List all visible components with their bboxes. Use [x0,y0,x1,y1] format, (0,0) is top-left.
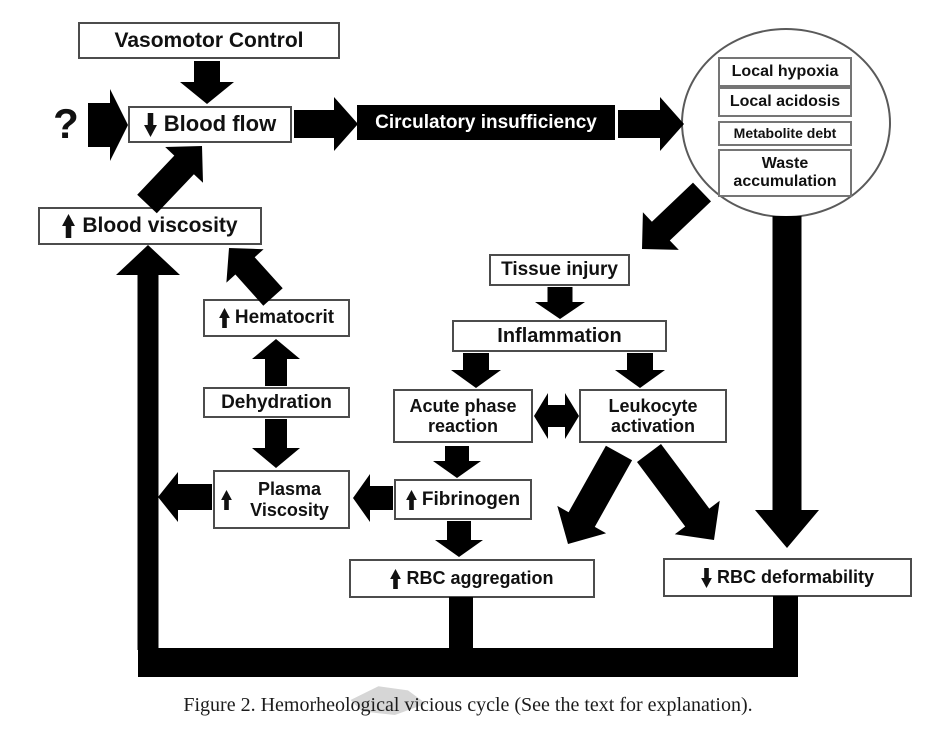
node-local-acidosis-label: Local acidosis [729,93,841,111]
question-mark: ? [53,100,79,147]
node-leukocyte-activation [579,389,727,443]
node-rbc-deformability-label: RBC deformability [716,567,875,588]
increase-arrow-icon [406,490,417,510]
node-blood-flow-label: Blood flow [163,111,277,137]
arrow-vasomotor-to-blood-flow [180,61,234,104]
node-metabolite-debt [718,121,852,146]
arrow-fibrinogen-to-plasma-viscosity [353,474,393,522]
node-dehydration [203,387,350,418]
increase-arrow-icon [219,308,230,328]
increase-arrow-icon [390,569,401,589]
bar-rbc-aggregation-drop [449,597,473,649]
node-tissue-injury [489,254,630,286]
node-waste-accumulation [718,149,852,197]
arrow-acute-phase-to-fibrinogen [433,446,481,478]
node-rbc-aggregation [349,559,595,598]
arrow-consequences-to-rbc-deformability [755,216,819,548]
arrow-tissue-injury-to-inflammation [535,287,585,319]
node-acute-phase-reaction [393,389,533,443]
node-blood-flow [128,106,292,143]
node-metabolite-debt-label: Metabolite debt [733,124,837,141]
node-blood-viscosity-label: Blood viscosity [82,214,238,238]
arrow-blood-flow-to-circulatory [294,97,358,151]
node-inflammation-label: Inflammation [497,324,622,347]
node-local-acidosis [718,87,852,117]
arrow-leukocyte-to-rbc-aggregation [557,446,632,544]
node-fibrinogen-label: Fibrinogen [421,488,521,510]
decrease-arrow-icon [144,113,157,137]
arrow-leukocyte-to-rbc-deformability [637,444,720,540]
node-plasma-viscosity-label: Plasma Viscosity [250,479,329,520]
node-circulatory-insufficiency-label: Circulatory insufficiency [375,111,597,133]
node-plasma-viscosity [213,470,350,529]
node-leukocyte-activation-label: Leukocyte activation [608,395,698,436]
node-local-hypoxia-label: Local hypoxia [731,63,839,81]
node-blood-viscosity [38,207,262,245]
arrow-consequences-to-tissue-injury [642,183,711,250]
node-inflammation [452,320,667,352]
node-vasomotor-control [78,22,340,59]
arrow-dehydration-to-plasma-viscosity [252,419,300,468]
node-circulatory-insufficiency [357,105,615,140]
node-waste-accumulation-label: Waste accumulation [733,155,837,190]
node-rbc-deformability [663,558,912,597]
arrow-plasma-viscosity-to-feedback-line [158,472,212,522]
arrow-fibrinogen-to-rbc-aggregation [435,521,483,557]
node-rbc-aggregation-label: RBC aggregation [406,568,554,589]
arrow-blood-viscosity-to-blood-flow [137,146,203,213]
node-hematocrit [203,299,350,337]
node-dehydration-label: Dehydration [221,391,332,413]
node-acute-phase-reaction-label: Acute phase reaction [409,395,517,436]
arrow-inflammation-to-acute-phase [451,353,501,388]
arrow-acute-phase-leukocyte-bidirectional [534,393,579,439]
node-local-hypoxia [718,57,852,87]
arrow-inflammation-to-leukocyte [615,353,665,388]
bar-rbc-deformability-drop [773,596,798,677]
node-tissue-injury-label: Tissue injury [501,259,618,281]
decrease-arrow-icon [701,568,712,588]
arrow-hematocrit-to-blood-viscosity [226,248,282,306]
arrow-circulatory-to-consequences [618,97,684,151]
node-vasomotor-control-label: Vasomotor Control [114,28,304,52]
figure-caption: Figure 2. Hemorheological vicious cycle (See the text for explanation). [183,694,753,716]
arrow-unknown-to-blood-flow [88,89,128,161]
increase-arrow-icon [62,214,75,238]
node-fibrinogen [394,479,532,520]
bar-feedback-bottom-bar [138,648,798,677]
arrow-dehydration-to-hematocrit [252,339,300,386]
increase-arrow-icon [221,490,232,510]
node-hematocrit-label: Hematocrit [234,307,335,329]
arrow-feedback-to-blood-viscosity [116,245,180,650]
